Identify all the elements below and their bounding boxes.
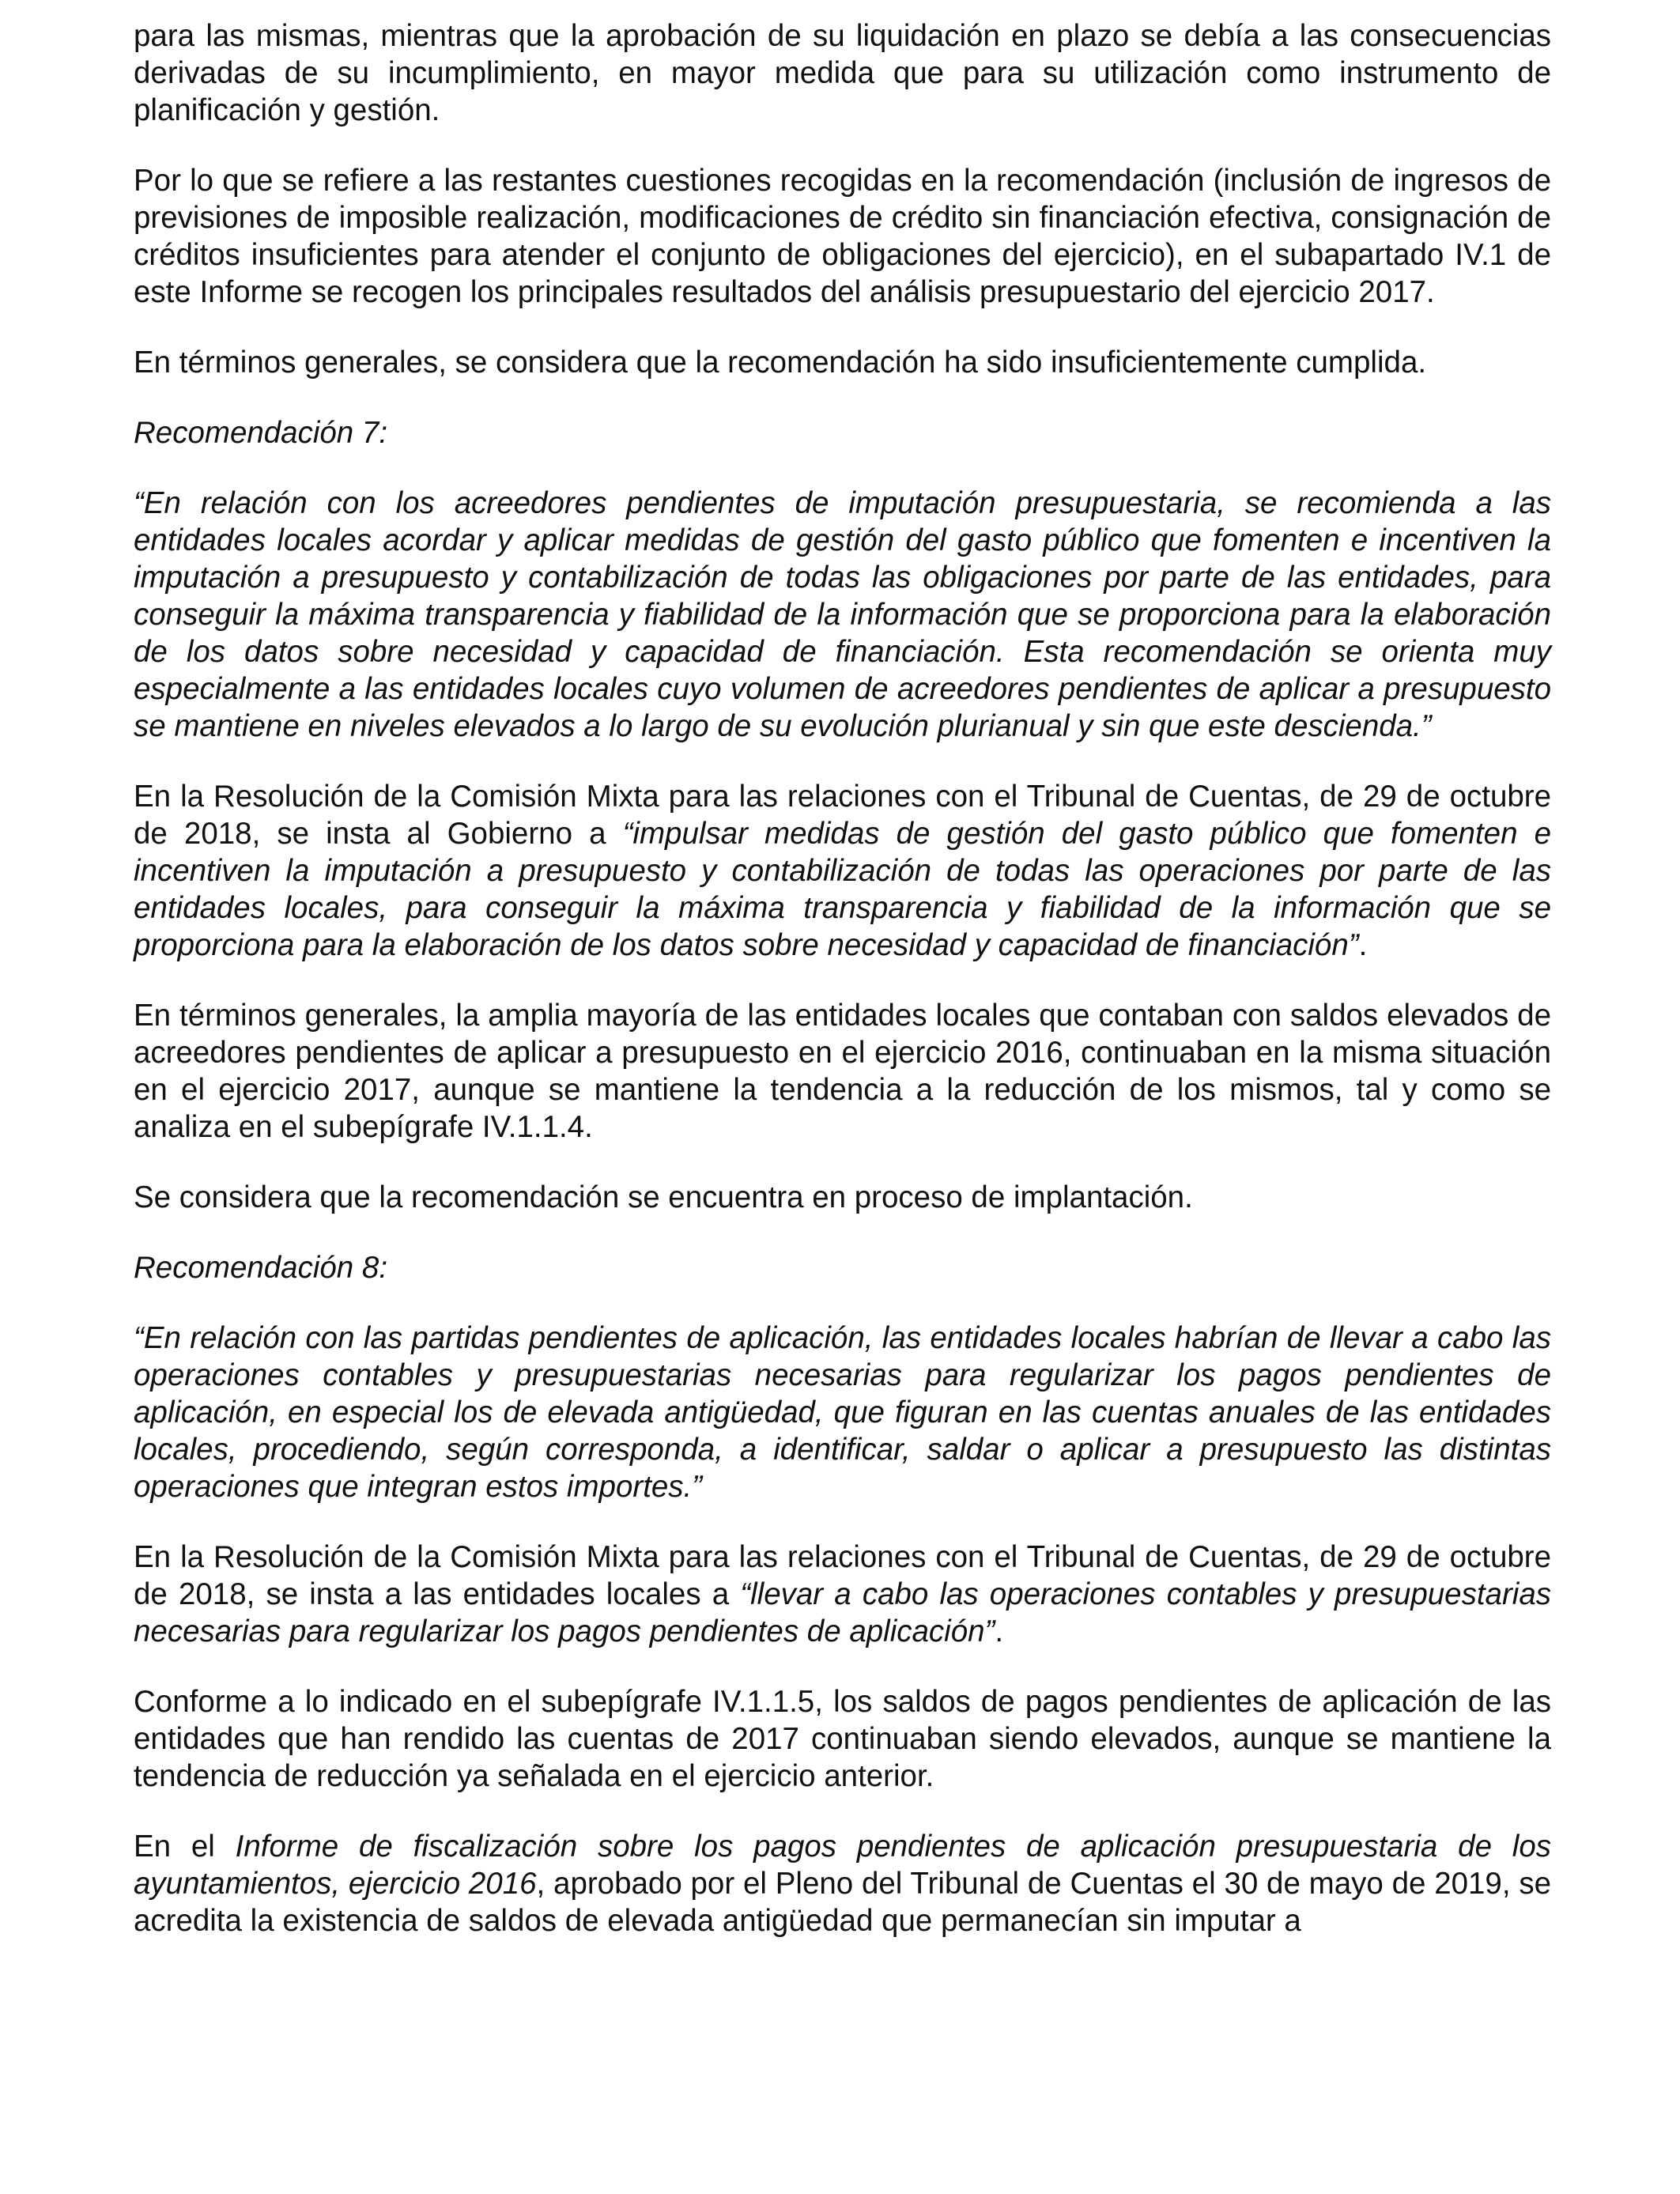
paragraph-conclusion-rec6: En términos generales, se considera que la recomendación ha sido insuficientemente cumplida. bbox=[134, 346, 1427, 380]
heading-recomendacion-8-text: Recomendación 8: bbox=[134, 1251, 388, 1285]
resolucion-rec8-plain: En la Resolución de la Comisión Mixta para las relaciones con el Tribunal de Cuentas, de 29 de octubre de 2018, se insta a las entidades locales a bbox=[134, 1540, 1551, 1611]
paragraph-conforme-rec8: Conforme a lo indicado en el subepígrafe IV.1.1.5, los saldos de pagos pendientes de aplicación de las entidades que han rendido las cuentas de 2017 continuaban siendo elevados, aunque se mantiene la tendencia de reducción ya señalada en el ejercicio anterior. bbox=[134, 1685, 1551, 1793]
informe-title: Informe de fiscalización sobre los pagos pendientes de aplicación presupuestaria de los ayuntamientos, ejercicio 2016 bbox=[134, 1830, 1551, 1901]
paragraph-resolucion-rec8 bbox=[134, 1539, 1551, 1650]
resolucion-rec7-end: . bbox=[1358, 928, 1368, 962]
quote-recomendacion-8-text: “En relación con las partidas pendientes de aplicación, las entidades locales habrían de llevar a cabo las operaciones contables y presupuestarias necesarias para regularizar los pagos pendientes de aplicación, en especial los de elevada antigüedad, que figuran en las cuentas anuales de las entidades locales, procediendo, según corresponda, a identificar, saldar o aplicar a presupuesto las distintas operaciones que integran estos importes.” bbox=[134, 1321, 1551, 1504]
heading-recomendacion-7 bbox=[134, 414, 1551, 451]
resolucion-rec7-plain: En la Resolución de la Comisión Mixta para las relaciones con el Tribunal de Cuentas, de 29 de octubre de 2018, se insta al Gobierno a bbox=[134, 780, 1551, 851]
quote-recomendacion-7 bbox=[134, 485, 1551, 745]
quote-recomendacion-8 bbox=[134, 1320, 1551, 1505]
paragraph-conclusion-rec7: Se considera que la recomendación se encuentra en proceso de implantación. bbox=[134, 1180, 1193, 1214]
resolucion-rec7-quote: “impulsar medidas de gestión del gasto público que fomenten e incentiven la imputación a presupuesto y contabilización de todas las operaciones por parte de las entidades locales, para conseguir la máxima transparencia y fiabilidad de la información que se proporciona para la elaboración de los datos sobre necesidad y capacidad de financiación” bbox=[134, 817, 1551, 962]
informe-rest: , aprobado por el Pleno del Tribunal de Cuentas el 30 de mayo de 2019, se acredita la existencia de saldos de elevada antigüedad que permanecían sin imputar a bbox=[134, 1867, 1551, 1938]
paragraph-informe-fiscalizacion bbox=[134, 1828, 1551, 1939]
paragraph-restantes-cuestiones: Por lo que se refiere a las restantes cuestiones recogidas en la recomendación (inclusión de ingresos de previsiones de imposible realización, modificaciones de crédito sin financiación efectiva, consignación de créditos insuficientes para atender el conjunto de obligaciones del ejercicio), en el subapartado IV.1 de este Informe se recogen los principales resultados del análisis presupuestario del ejercicio 2017. bbox=[134, 164, 1551, 309]
heading-recomendacion-7-text: Recomendación 7: bbox=[134, 416, 388, 450]
resolucion-rec8-end: . bbox=[995, 1614, 1004, 1648]
informe-start: En el bbox=[134, 1830, 236, 1864]
resolucion-rec8-quote: “llevar a cabo las operaciones contables y presupuestarias necesarias para regularizar los pagos pendientes de aplicación” bbox=[134, 1577, 1551, 1648]
heading-recomendacion-8 bbox=[134, 1249, 1551, 1286]
paragraph-resolucion-rec7 bbox=[134, 778, 1551, 964]
document-page bbox=[134, 17, 1551, 1973]
paragraph-terminos-generales-rec7: En términos generales, la amplia mayoría de las entidades locales que contaban con saldos elevados de acreedores pendientes de aplicar a presupuesto en el ejercicio 2016, continuaban en la misma situación en el ejercicio 2017, aunque se mantiene la tendencia a la reducción de los mismos, tal y como se analiza en el subepígrafe IV.1.1.4. bbox=[134, 999, 1551, 1144]
paragraph-liquidacion: para las mismas, mientras que la aprobación de su liquidación en plazo se debía a las consecuencias derivadas de su incumplimiento, en mayor medida que para su utilización como instrumento de planificación y gestión. bbox=[134, 19, 1551, 127]
quote-recomendacion-7-text: “En relación con los acreedores pendientes de imputación presupuestaria, se recomienda a las entidades locales acordar y aplicar medidas de gestión del gasto público que fomenten e incentiven la imputación a presupuesto y contabilización de todas las obligaciones por parte de las entidades, para conseguir la máxima transparencia y fiabilidad de la información que se proporciona para la elaboración de los datos sobre necesidad y capacidad de financiación. Esta recomendación se orienta muy especialmente a las entidades locales cuyo volumen de acreedores pendientes de aplicar a presupuesto se mantiene en niveles elevados a lo largo de su evolución plurianual y sin que este descienda.” bbox=[134, 486, 1551, 743]
